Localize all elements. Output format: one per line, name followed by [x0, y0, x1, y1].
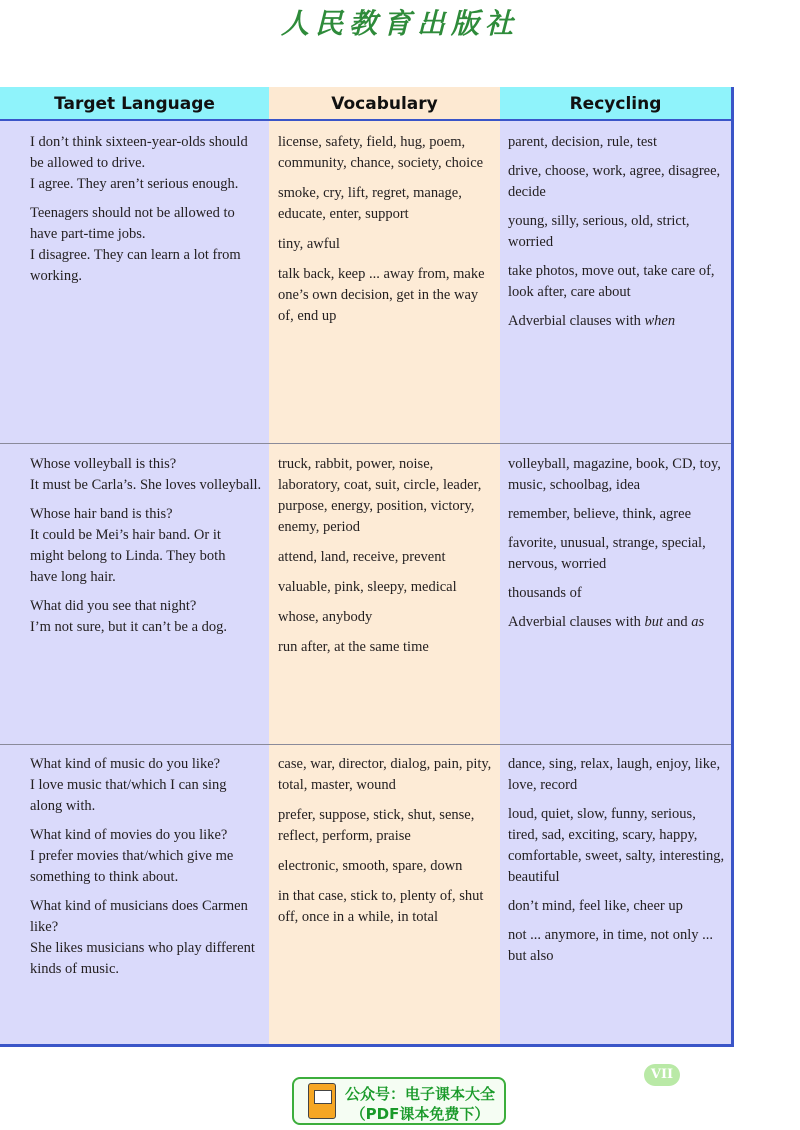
page-number: VII [644, 1064, 680, 1086]
row1-target-language: I don’t think sixteen-year-olds should be allowed to drive. I agree. They aren’t serious enough. Teenagers should not be allowed to have part-time jobs. I disagree. They can learn a lot from working. [30, 134, 248, 284]
book-icon [308, 1083, 336, 1119]
row3-recycling: dance, sing, relax, laugh, enjoy, like, love, record loud, quiet, slow, funny, serious, tired, sad, exciting, scary, happy, comfortable, sweet, salty, interesting, beautiful don’t mind, feel like, cheer up not ... anymore, in time, not only ... but also [508, 756, 725, 964]
header-recycling: Recycling [500, 87, 731, 121]
row2-vocabulary: truck, rabbit, power, noise, laboratory, coat, suit, circle, leader, purpose, energy, position, victory, enemy, period attend, land, receive, prevent valuable, pink, sleepy, medical whose, anybody run after, at the same time [278, 456, 482, 655]
row-divider [0, 443, 731, 444]
publisher-logo: 人民教育出版社 [280, 7, 519, 40]
wechat-footer-badge [292, 1077, 506, 1125]
row1-vocabulary: license, safety, field, hug, poem, community, chance, society, choice smoke, cry, lift, regret, manage, educate, enter, support tiny, awful talk back, keep ... away from, make one’s own decision, get in the way of, end up [278, 134, 485, 324]
row3-target-language: What kind of music do you like? I love music that/which I can sing along with. What kind of movies do you like? I prefer movies that/which give me something to think about. What kind of musicians does Carmen like? She likes musicians who play different kinds of music. [30, 756, 255, 977]
footer-line1: 公众号：电子课本大全 [344, 1085, 495, 1103]
header-target-language: Target Language [0, 87, 269, 121]
row1-recycling: parent, decision, rule, test drive, choose, work, agree, disagree, decide young, silly, serious, old, strict, worried take photos, move out, take care of, look after, care about Adverbial clauses with when [508, 132, 726, 340]
footer-line2: （PDF课本免费下） [350, 1105, 490, 1123]
row1-grammar-note: Adverbial clauses with when [508, 313, 676, 329]
table-body [0, 121, 731, 1044]
row-divider [0, 744, 731, 745]
row2-recycling: volleyball, magazine, book, CD, toy, music, schoolbag, idea remember, believe, think, agree favorite, unusual, strange, special, nervous, worried thousands of Adverbial clauses with but and as [508, 454, 726, 641]
header-vocabulary: Vocabulary [269, 87, 500, 121]
row3-vocabulary: case, war, director, dialog, pain, pity, total, master, wound prefer, suppose, stick, shut, sense, reflect, perform, praise electronic, smooth, spare, down in that case, stick to, plenty of, shut off, once in a while, in total [278, 756, 492, 925]
row2-grammar-note: Adverbial clauses with but and as [508, 614, 705, 630]
table-header [0, 87, 731, 121]
content-table [0, 87, 734, 1047]
row2-target-language: Whose volleyball is this? It must be Carla’s. She loves volleyball. Whose hair band is this? It could be Mei’s hair band. Or it might belong to Linda. They both have long hair. What did you see that night? I’m not sure, but it can’t be a dog. [30, 456, 262, 635]
